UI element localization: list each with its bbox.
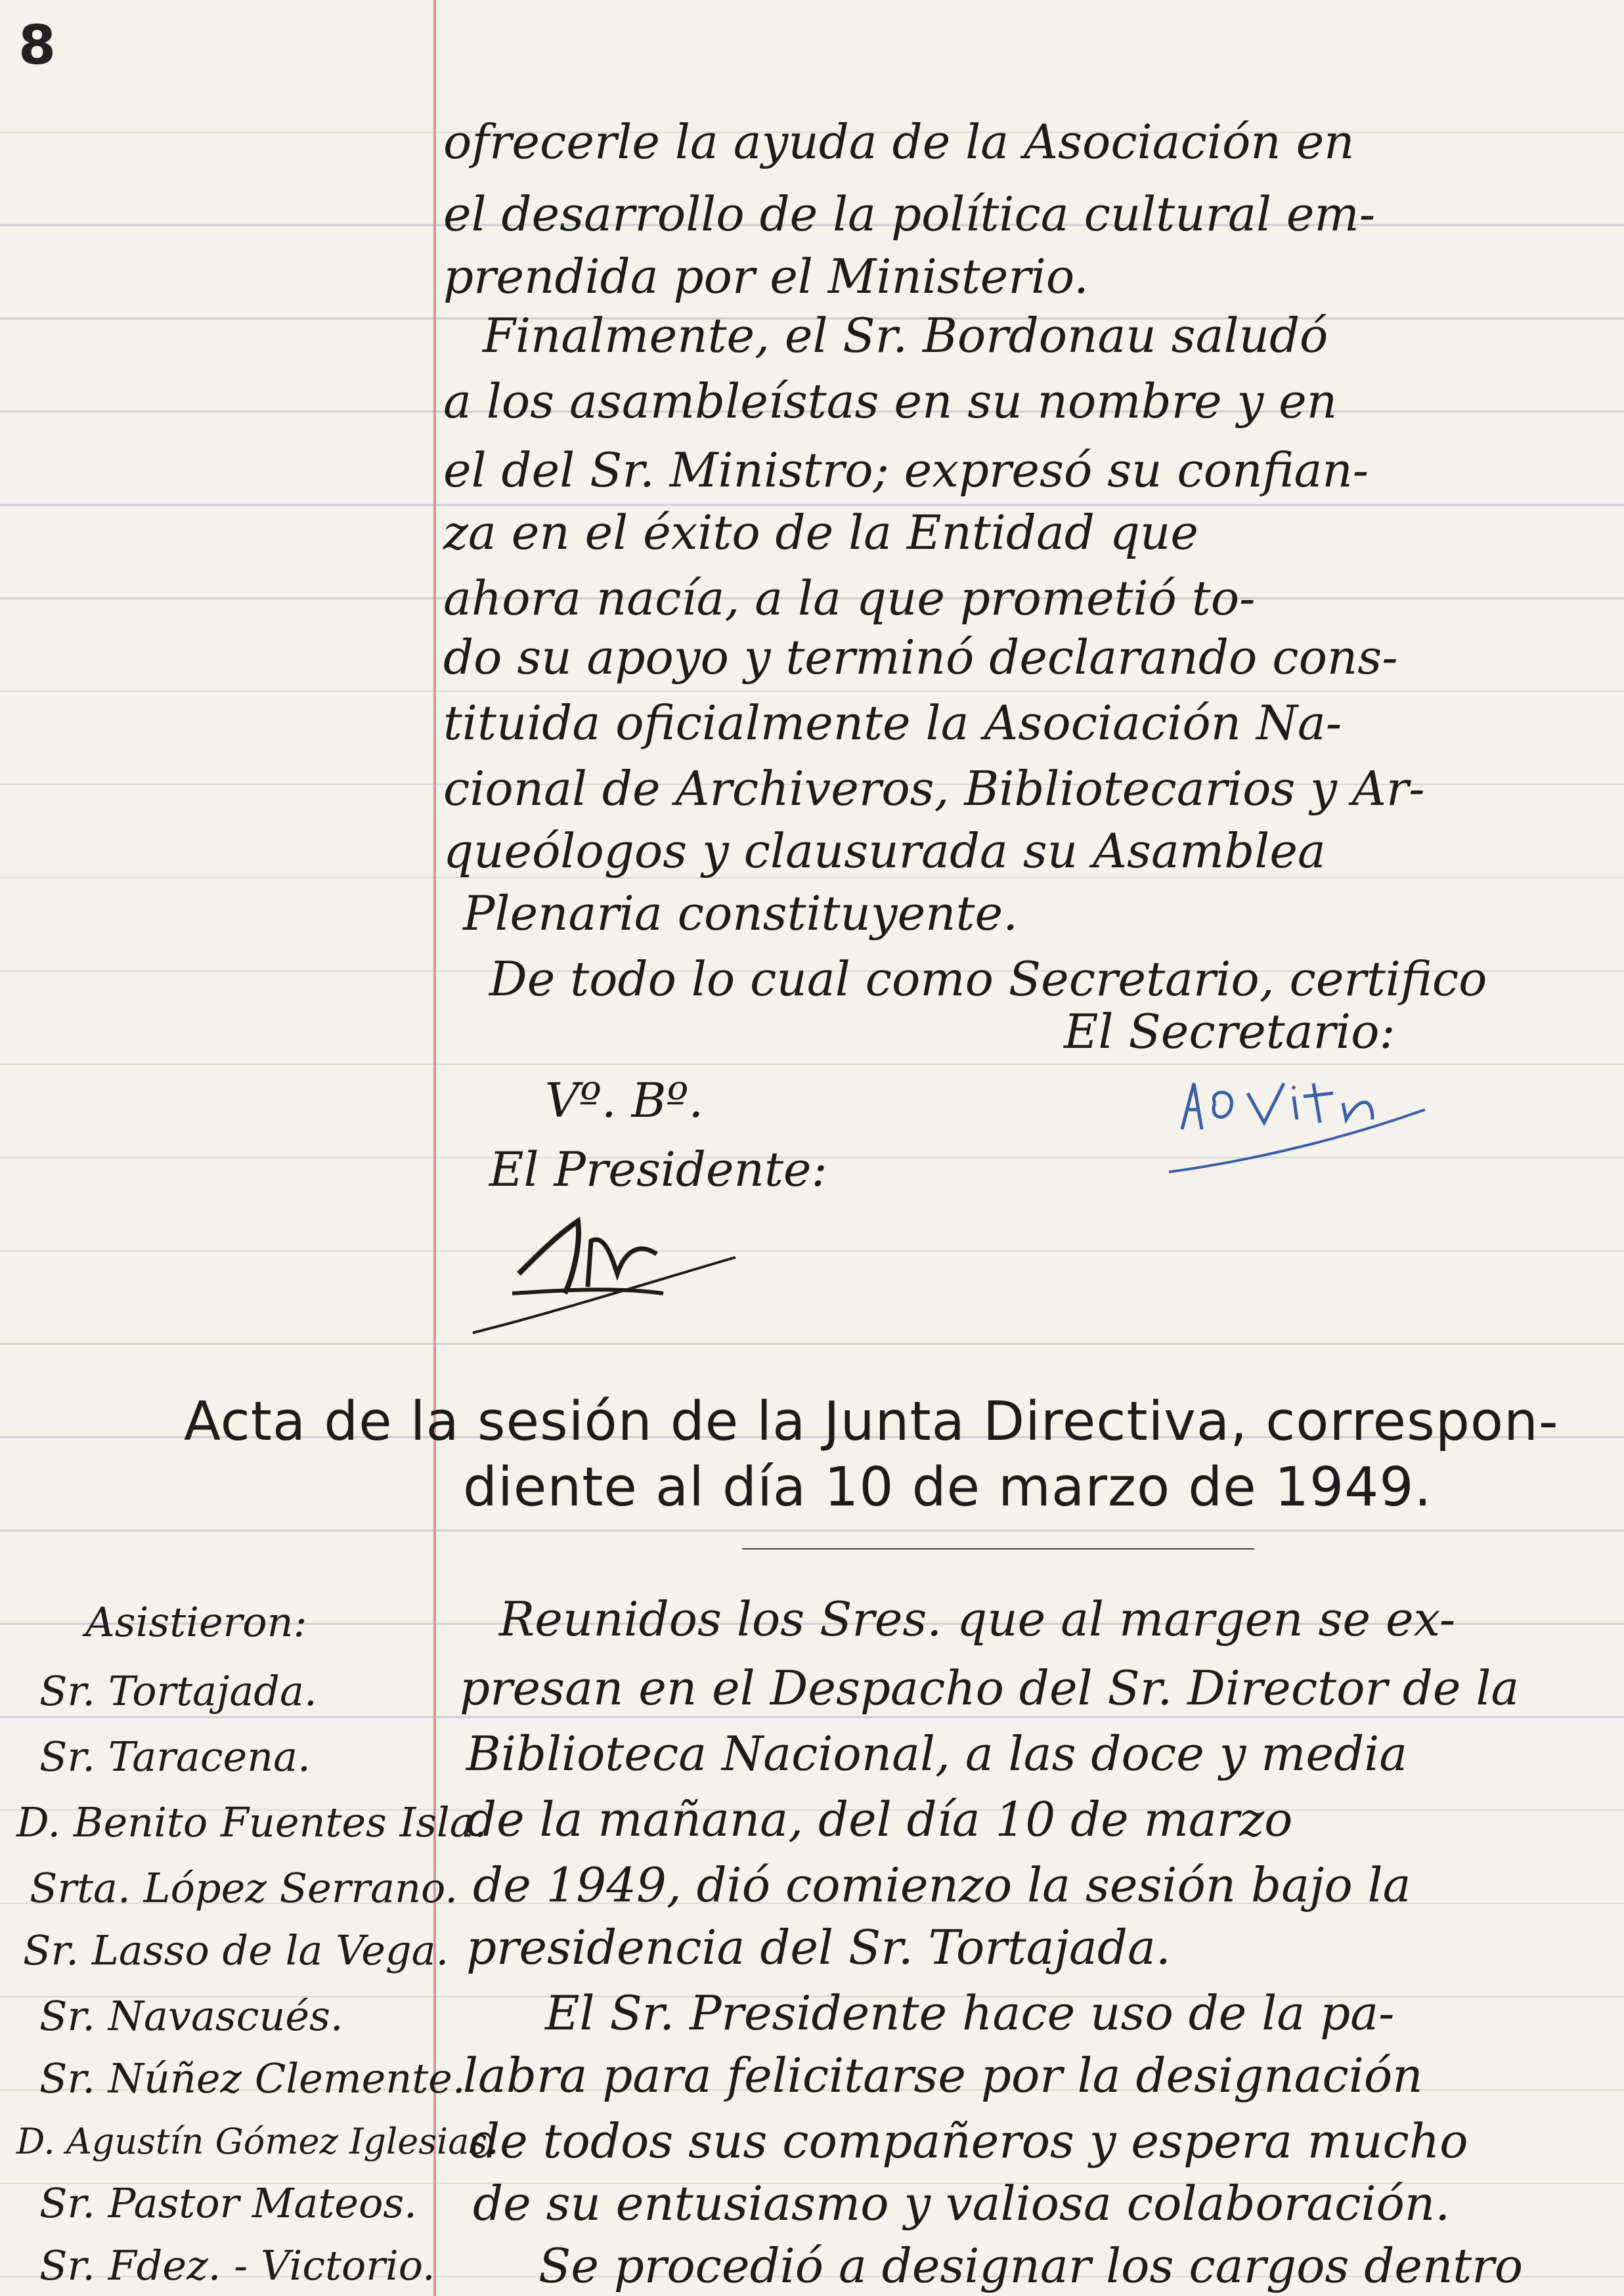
attendees-heading: Asistieron: [85,1598,307,1646]
body-line: de su entusiasmo y valiosa colaboración. [473,2176,1451,2231]
attendee: Sr. Pastor Mateos. [39,2179,417,2227]
attendee: Sr. Tortajada. [39,1667,317,1715]
body-line: De todo lo cual como Secretario, certifico [489,951,1487,1007]
body-line: de 1949, dió comienzo la sesión bajo la [473,1857,1411,1913]
attendee: D. Agustín Gómez Iglesias. [16,2121,499,2162]
visto-bueno: Vº. Bº. [545,1073,704,1128]
body-line: za en el éxito de la Entidad que [443,505,1198,560]
president-label: El Presidente: [489,1142,827,1197]
act-title-line: diente al día 10 de marzo de 1949. [463,1456,1432,1519]
body-line: prendida por el Ministerio. [443,249,1089,304]
act-title-line: Acta de la sesión de la Junta Directiva, correspon- [184,1391,1559,1453]
body-line: labra para felicitarse por la designación [463,2048,1423,2103]
body-line: cional de Archiveros, Bibliotecarios y Ar- [443,761,1425,816]
body-line: El Sr. Presidente hace uso de la pa- [545,1985,1395,2041]
body-line: de la mañana, del día 10 de marzo [466,1792,1293,1847]
secretary-signature [1162,1057,1438,1208]
attendee: D. Benito Fuentes Isla. [16,1798,487,1846]
body-line: a los asambleístas en su nombre y en [443,374,1338,429]
body-line: Plenaria constituyente. [463,886,1018,941]
body-line: ofrecerle la ayuda de la Asociación en [443,114,1355,169]
body-line: presidencia del Sr. Tortajada. [466,1920,1171,1975]
attendee: Sr. Fdez. - Victorio. [39,2242,435,2289]
attendee: Sr. Navascués. [39,1992,343,2040]
body-line: Finalmente, el Sr. Bordonau saludó [483,308,1328,363]
body-line: el del Sr. Ministro; expresó su confian- [443,443,1369,498]
secretary-label: El Secretario: [1064,1004,1395,1059]
body-line: tituida oficialmente la Asociación Na- [443,695,1342,750]
body-line: Se procedió a designar los cargos dentro [538,2238,1524,2293]
body-line: Biblioteca Nacional, a las doce y media [466,1726,1408,1781]
body-line: ahora nacía, a la que prometió to- [443,571,1256,626]
body-line: el desarrollo de la política cultural em- [443,186,1376,242]
body-line: Reunidos los Sres. que al margen se ex- [499,1592,1456,1647]
attendee: Sr. Taracena. [39,1733,311,1781]
president-signature [447,1195,762,1353]
attendee: Srta. López Serrano. [30,1864,458,1912]
body-line: presan en el Despacho del Sr. Director de la [460,1660,1520,1716]
body-line: de todos sus compañeros y espera mucho [470,2113,1468,2169]
attendee: Sr. Lasso de la Vega. [23,1926,449,1974]
title-underline [742,1548,1254,1549]
body-line: queólogos y clausurada su Asamblea [443,823,1326,878]
page-number: 8 [18,14,56,77]
body-line: do su apoyo y terminó declarando cons- [443,630,1398,685]
attendee: Sr. Núñez Clemente. [39,2054,466,2102]
